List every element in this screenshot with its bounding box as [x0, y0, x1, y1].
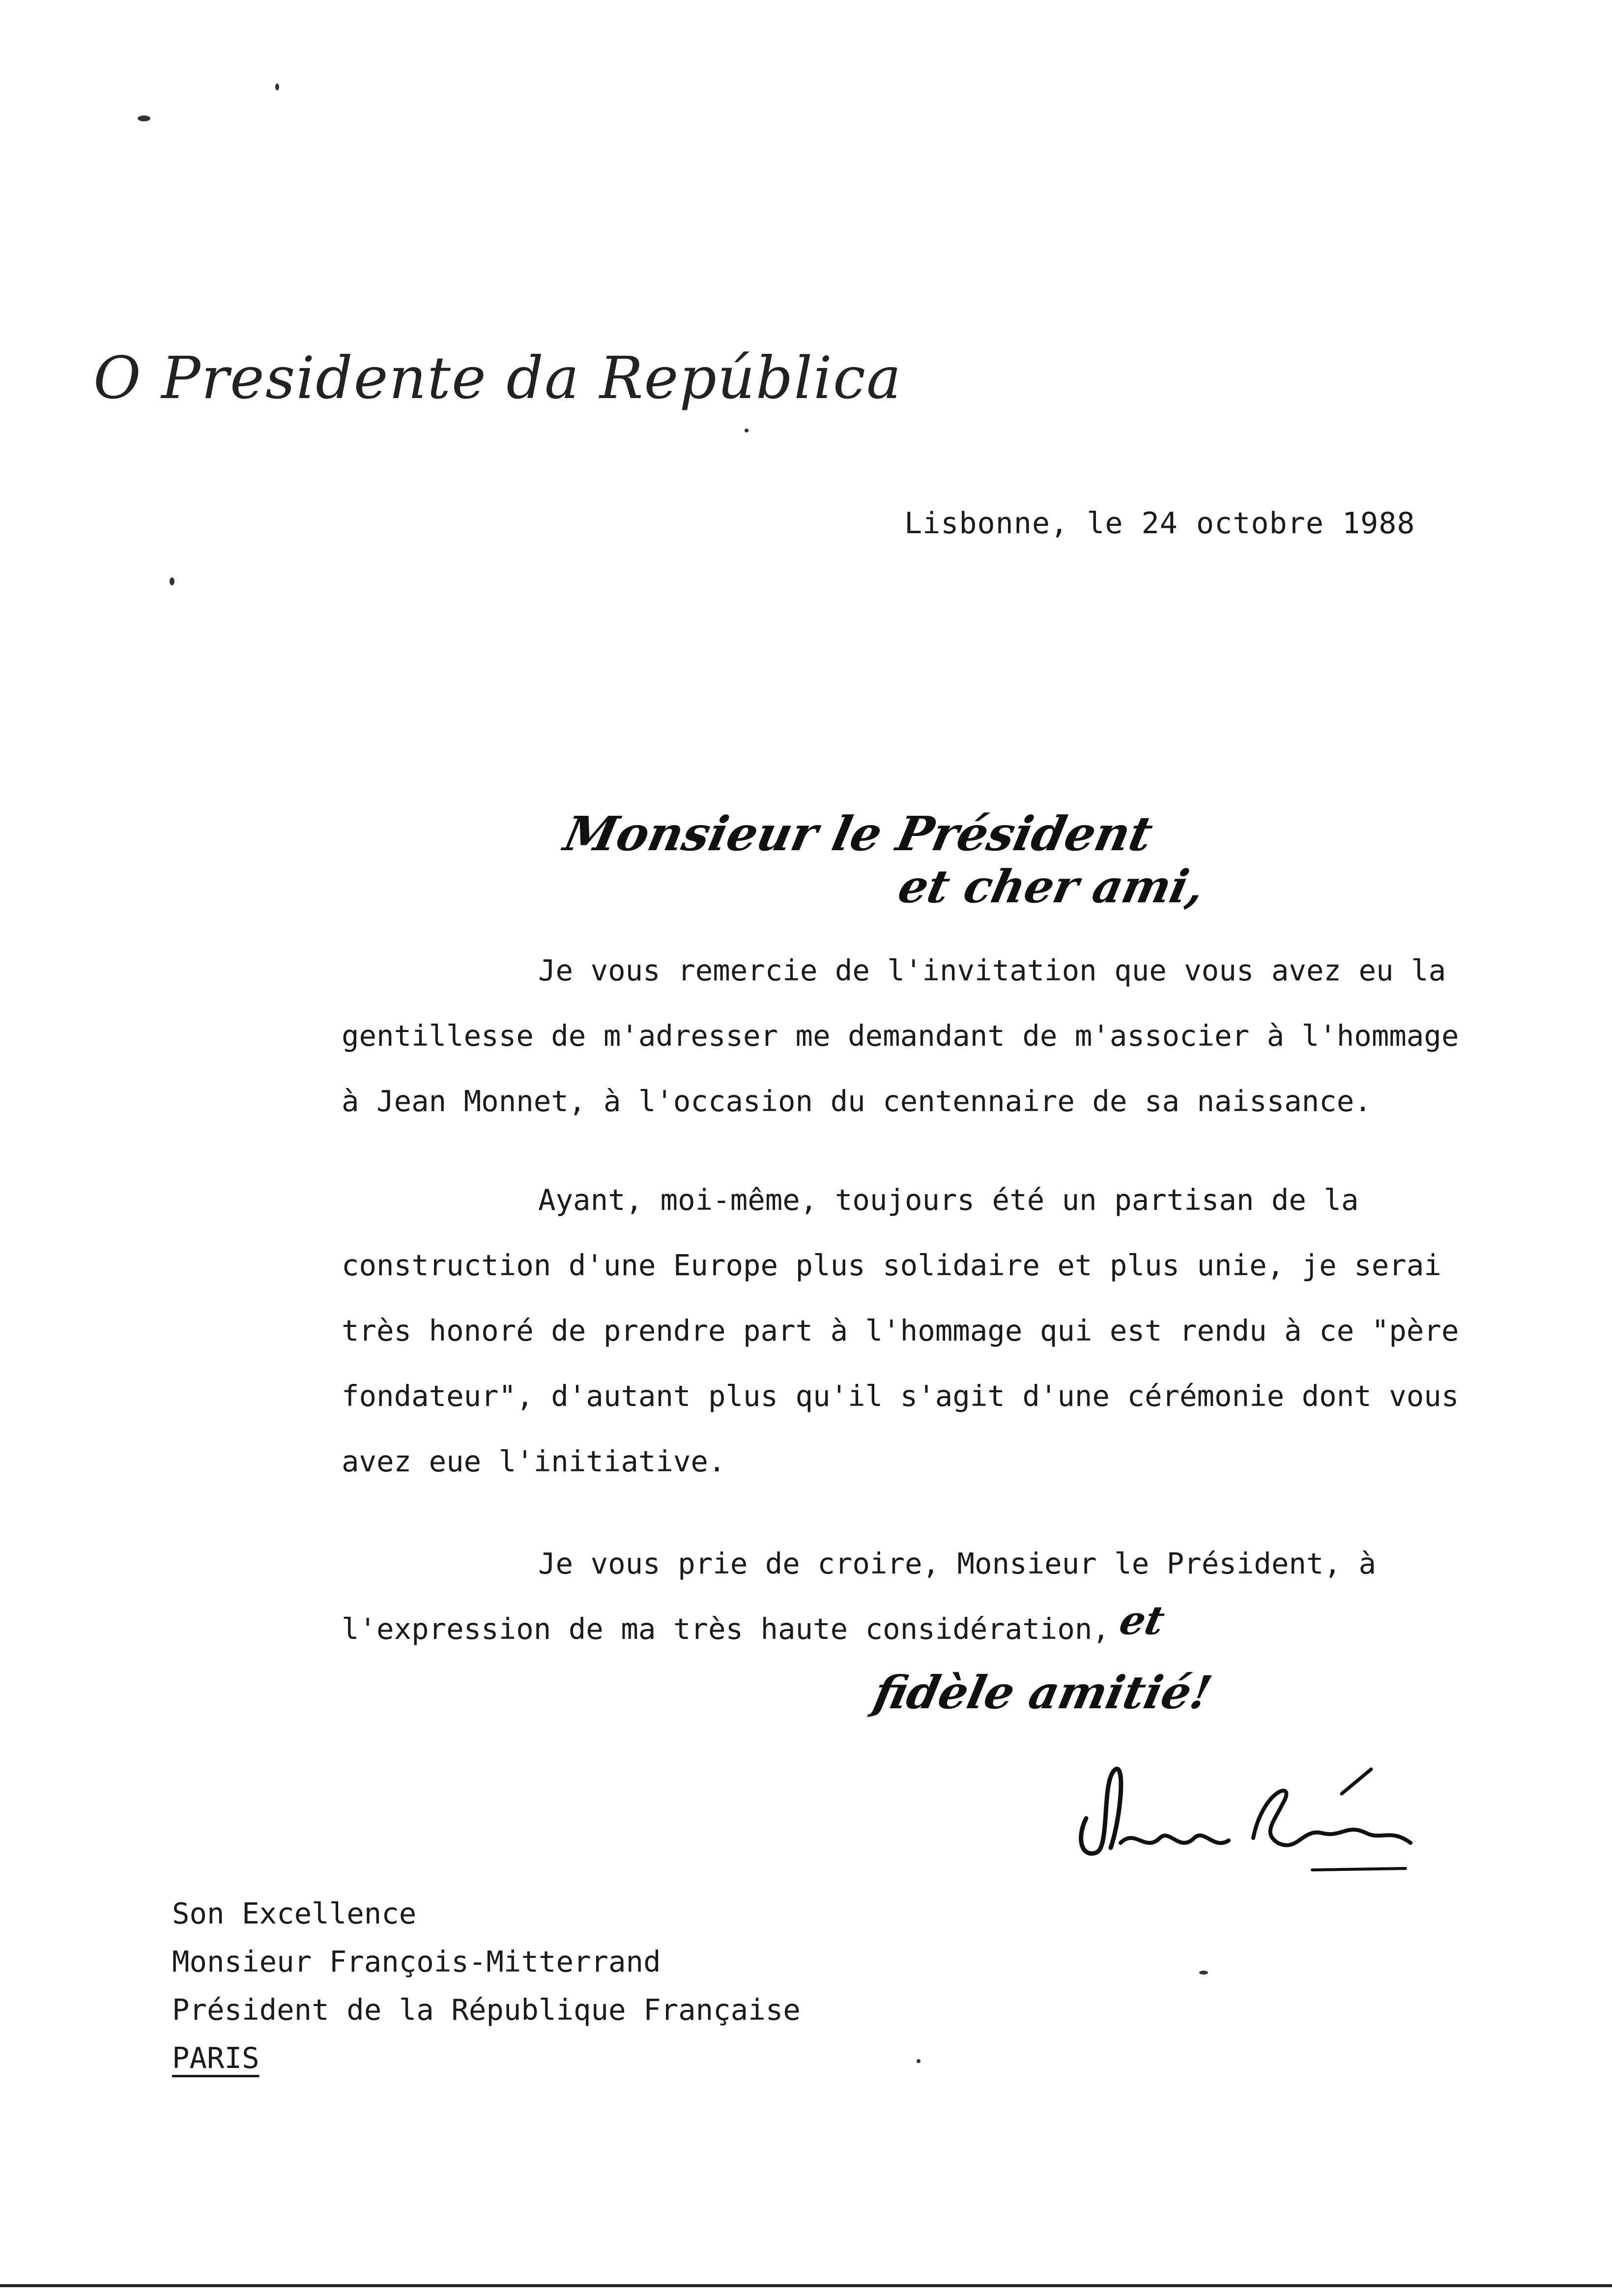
paragraph-line: très honoré de prendre part à l'hommage qui est rendu à ce "père [342, 1314, 1459, 1348]
paragraph-line: l'expression de ma très haute considération, [342, 1612, 1110, 1646]
scan-speck [138, 115, 150, 121]
paragraph-line: à Jean Monnet, à l'occasion du centennaire de sa naissance. [342, 1084, 1372, 1118]
recipient-line: Son Excellence [172, 1896, 417, 1930]
paragraph-line: construction d'une Europe plus solidaire et plus unie, je serai [342, 1248, 1441, 1282]
scan-speck [1199, 1971, 1208, 1975]
scan-speck [170, 577, 174, 585]
paragraph-line: gentillesse de m'adresser me demandant de m'associer à l'hommage [342, 1019, 1459, 1053]
handwritten-closing-line-1: et [1116, 1597, 1169, 1643]
paragraph-line: Je vous prie de croire, Monsieur le Président, à [538, 1547, 1377, 1580]
scan-speck [745, 429, 748, 432]
paragraph-1 [342, 938, 1462, 1134]
signature [1066, 1759, 1430, 1887]
recipient-city: PARIS [172, 2041, 259, 2075]
dateline: Lisbonne, le 24 octobre 1988 [904, 506, 1415, 541]
paragraph-line: Je vous remercie de l'invitation que vous avez eu la [538, 953, 1446, 987]
letterhead: O Presidente da República [93, 344, 902, 412]
scan-speck [917, 2059, 921, 2063]
paragraph-line: Ayant, moi-même, toujours été un partisan de la [538, 1183, 1359, 1217]
scan-edge-rule [0, 2284, 1612, 2287]
recipient-line: Monsieur François-Mitterrand [172, 1945, 661, 1979]
scan-speck [275, 84, 279, 90]
recipient-address [172, 1890, 801, 2082]
handwritten-salutation-line-2: et cher ami, [893, 860, 1209, 913]
handwritten-closing-line-2: fidèle amitié! [869, 1666, 1217, 1719]
paragraph-line: fondateur", d'autant plus qu'il s'agit d'une cérémonie dont vous [342, 1379, 1459, 1413]
paragraph-3 [342, 1531, 1462, 1662]
recipient-line: Président de la République Française [172, 1993, 801, 2027]
handwritten-salutation-line-1: Monsieur le Président [559, 806, 1158, 861]
paragraph-2 [342, 1167, 1462, 1494]
paragraph-line: avez eue l'initiative. [342, 1444, 726, 1478]
